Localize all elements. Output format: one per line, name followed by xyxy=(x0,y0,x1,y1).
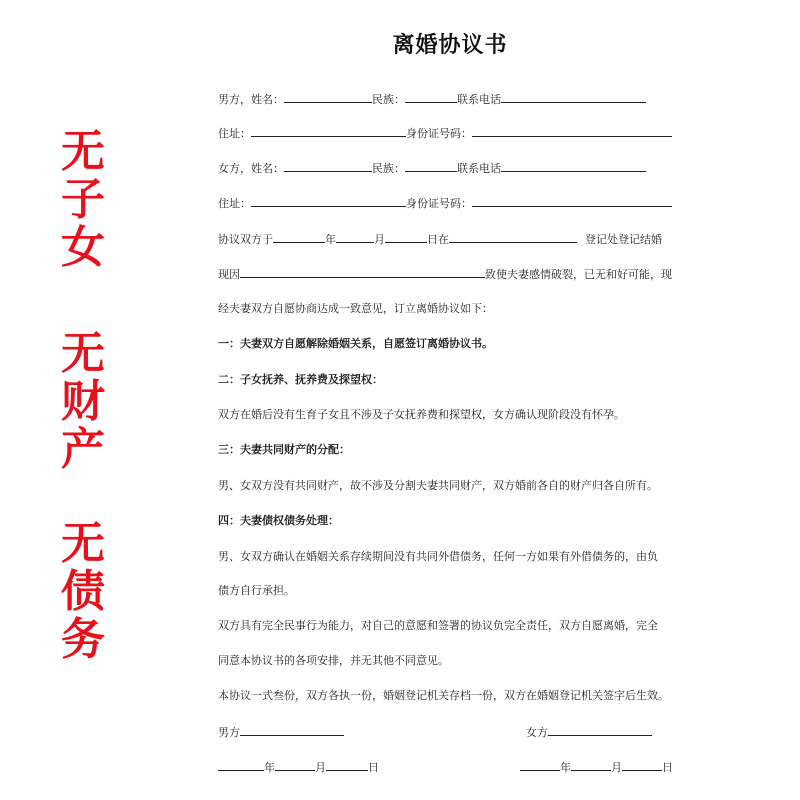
reason-field[interactable] xyxy=(240,265,485,278)
male-sign-year-field[interactable] xyxy=(218,758,264,771)
clause-3-title: 三：夫妻共同财产的分配： xyxy=(218,443,350,456)
female-info-line: 女方，姓名： 民族： 联系电话 xyxy=(218,159,646,176)
marriage-month-field[interactable] xyxy=(336,230,374,243)
capacity-line-1: 双方具有完全民事行为能力，对自己的意愿和签署的协议负完全责任，双方自愿离婚，完全 xyxy=(218,619,658,632)
marriage-year-field[interactable] xyxy=(273,230,325,243)
document-title: 离婚协议书 xyxy=(392,33,508,58)
female-sign-day-field[interactable] xyxy=(622,758,662,771)
red-slogan-no-property: 无 财 产 xyxy=(61,328,105,475)
female-sign-year-field[interactable] xyxy=(520,758,560,771)
capacity-line-2: 同意本协议书的各项安排，并无其他不同意见。 xyxy=(218,654,449,667)
female-sign-month-field[interactable] xyxy=(571,758,611,771)
clause-1: 一：夫妻双方自愿解除婚姻关系，自愿签订离婚协议书。 xyxy=(218,337,493,350)
male-signature-line: 男方 xyxy=(218,723,344,740)
red-slogan-no-debt: 无 债 务 xyxy=(61,518,105,665)
red-slogan-no-children: 无 子 女 xyxy=(61,126,105,273)
clause-3-body: 男、女双方没有共同财产，故不涉及分割夫妻共同财产，双方婚前各自的财产归各自所有。 xyxy=(218,479,658,492)
marriage-date-line: 协议双方于 年 月 日在 登记处登记结婚 xyxy=(218,230,662,247)
female-phone-field[interactable] xyxy=(501,159,646,172)
copies-line: 本协议一式叁份，双方各执一份，婚姻登记机关存档一份，双方在婚姻登记机关签字后生效。 xyxy=(218,689,669,702)
marriage-place-field[interactable] xyxy=(449,230,577,243)
male-address-field[interactable] xyxy=(251,124,406,137)
clause-4-body-2: 债方自行承担。 xyxy=(218,584,295,597)
sidebar-banner xyxy=(0,0,170,800)
marriage-day-field[interactable] xyxy=(385,230,427,243)
female-sign-date-line: 年 月 日 xyxy=(520,758,673,775)
male-sign-month-field[interactable] xyxy=(275,758,315,771)
male-name-field[interactable] xyxy=(284,90,372,103)
clause-4-body-1: 男、女双方确认在婚姻关系存续期间没有共同外借债务，任何一方如果有外借债务的，由负 xyxy=(218,550,658,563)
consensus-line: 经夫妻双方自愿协商达成一致意见，订立离婚协议如下： xyxy=(218,302,493,315)
female-address-line: 住址： 身份证号码： xyxy=(218,194,672,211)
female-name-field[interactable] xyxy=(284,159,372,172)
male-id-field[interactable] xyxy=(472,124,672,137)
female-address-field[interactable] xyxy=(251,194,406,207)
male-signature-field[interactable] xyxy=(240,723,344,736)
clause-2-body: 双方在婚后没有生育子女且不涉及子女抚养费和探望权，女方确认现阶段没有怀孕。 xyxy=(218,408,625,421)
male-sign-date-line: 年 月 日 xyxy=(218,758,379,775)
male-phone-field[interactable] xyxy=(501,90,646,103)
male-sign-day-field[interactable] xyxy=(326,758,368,771)
female-signature-field[interactable] xyxy=(548,723,652,736)
clause-4-title: 四：夫妻债权债务处理： xyxy=(218,514,339,527)
reason-line: 现因 致使夫妻感情破裂，已无和好可能，现 xyxy=(218,265,672,282)
male-ethnicity-field[interactable] xyxy=(405,90,457,103)
clause-2-title: 二：子女抚养、抚养费及探望权： xyxy=(218,373,383,386)
male-info-line: 男方，姓名： 民族： 联系电话 xyxy=(218,90,646,107)
female-ethnicity-field[interactable] xyxy=(405,159,457,172)
female-id-field[interactable] xyxy=(472,194,672,207)
female-signature-line: 女方 xyxy=(526,723,652,740)
male-address-line: 住址： 身份证号码： xyxy=(218,124,672,141)
